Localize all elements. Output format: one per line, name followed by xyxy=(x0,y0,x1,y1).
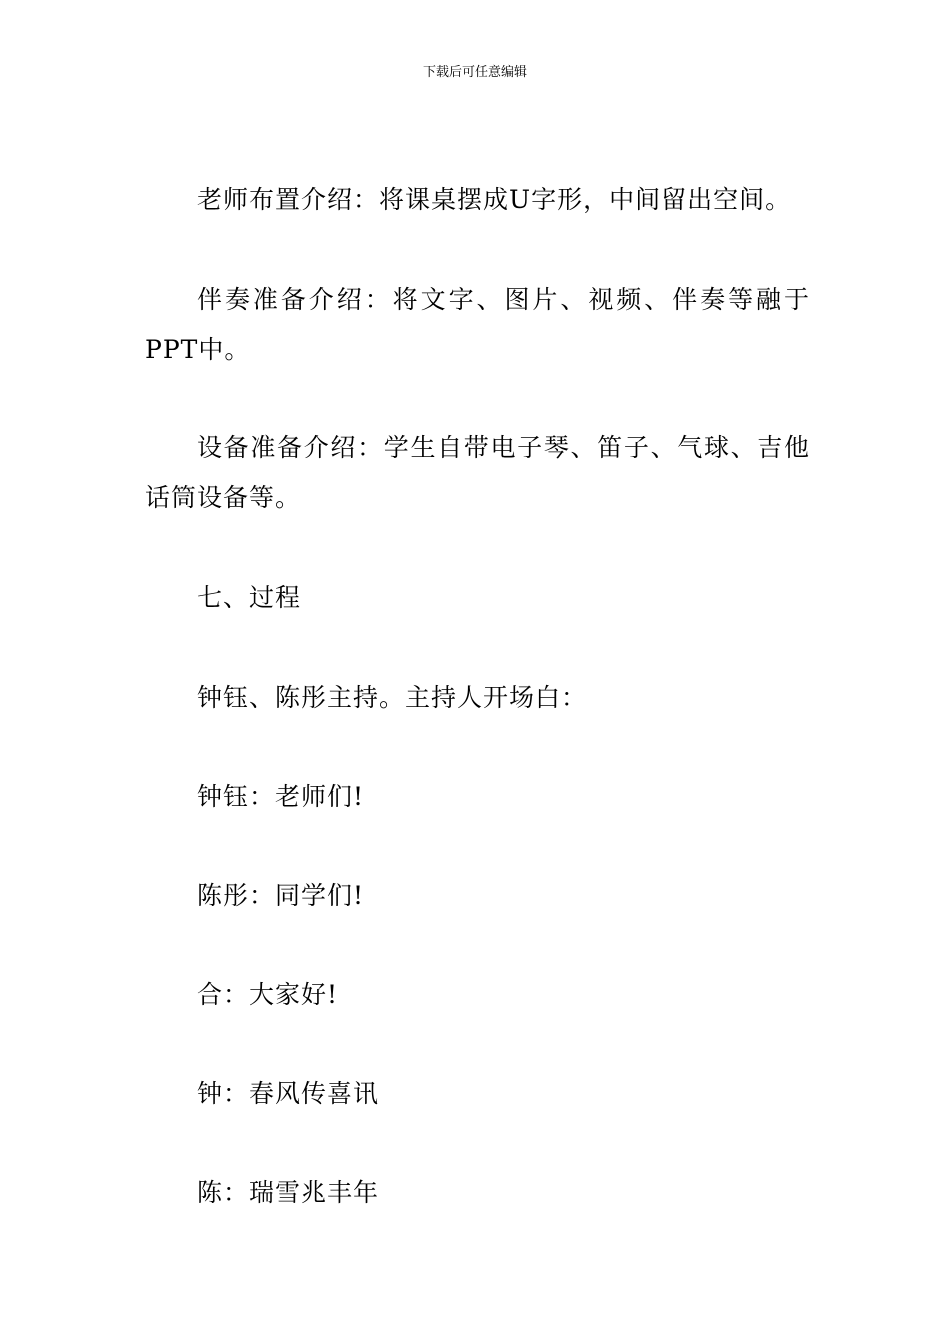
dialogue-line: 陈彤：同学们! xyxy=(197,881,365,910)
paragraph-equipment-setup: 设备准备介绍：学生自带电子琴、笛子、气球、吉他话筒设备等。 xyxy=(145,433,810,512)
paragraph-layout-setup: 老师布置介绍：将课桌摆成U字形，中间留出空间。 xyxy=(197,185,792,214)
dialogue-line: 合：大家好! xyxy=(197,980,339,1009)
section-heading-process: 七、过程 xyxy=(197,583,302,612)
paragraph-accompaniment-setup: 伴奏准备介绍：将文字、图片、视频、伴奏等融于PPT中。 xyxy=(145,285,810,364)
dialogue-line: 陈：瑞雪兆丰年 xyxy=(197,1178,380,1207)
paragraph-hosts-intro: 钟钰、陈彤主持。主持人开场白： xyxy=(197,683,588,712)
dialogue-line: 钟：春风传喜讯 xyxy=(197,1079,380,1108)
dialogue-line: 钟钰：老师们! xyxy=(197,782,365,811)
page-header: 下载后可任意编辑 xyxy=(422,65,527,80)
